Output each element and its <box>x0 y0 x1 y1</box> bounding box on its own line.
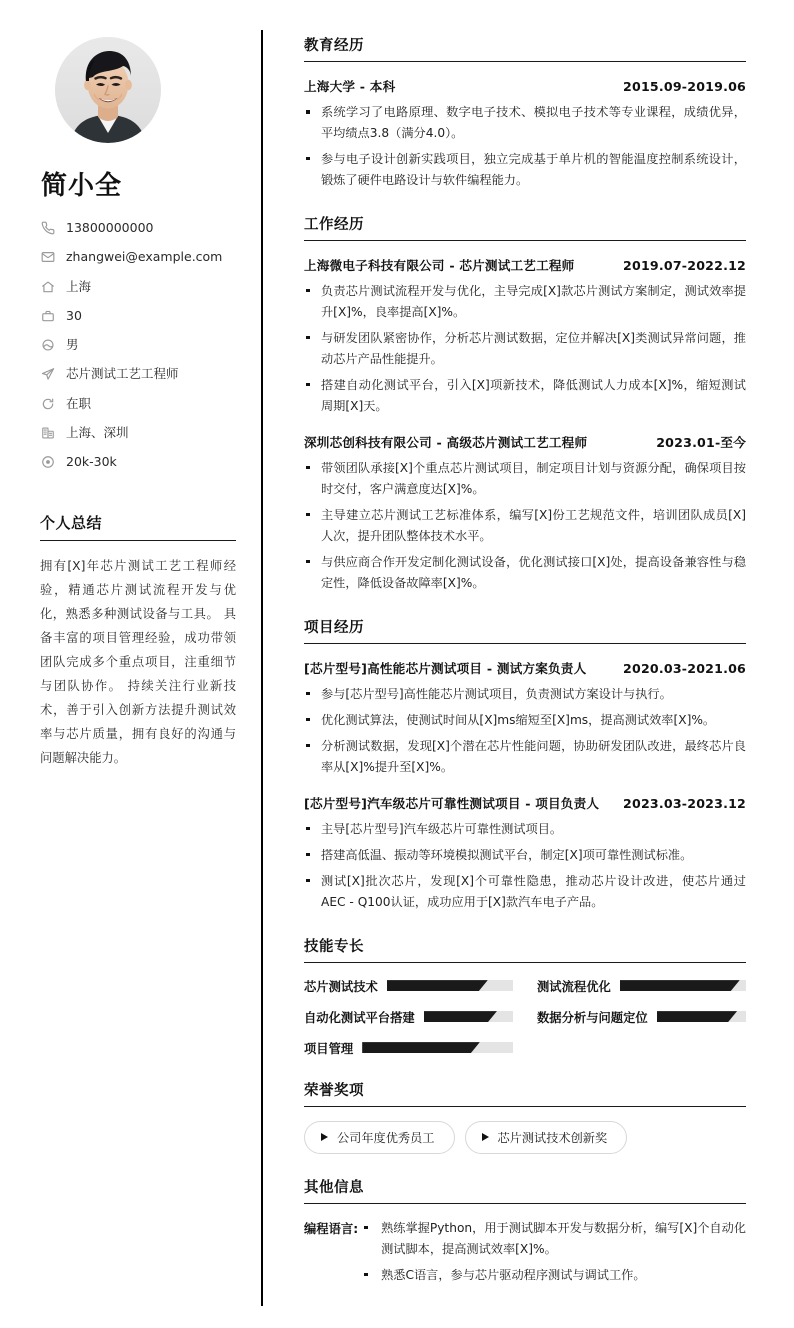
section-education <box>304 34 746 191</box>
skill-label: 数据分析与问题定位 <box>537 1010 648 1025</box>
entry-header <box>304 793 746 812</box>
bullet-item: 熟练掌握Python，用于测试脚本开发与数据分析，编写[X]个自动化测试脚本，提高测试效率[X]%。 <box>362 1218 746 1260</box>
other-body <box>362 1218 746 1286</box>
bullet-item: 分析测试数据，发现[X]个潜在芯片性能问题，协助研发团队改进，最终芯片良率从[X]%提升至[X]%。 <box>304 736 746 778</box>
contact-email <box>40 249 236 265</box>
play-triangle-icon <box>321 1133 328 1141</box>
gender-icon <box>40 338 55 353</box>
skill-item <box>304 977 513 995</box>
section-work <box>304 213 746 594</box>
award-label: 公司年度优秀员工 <box>337 1130 435 1145</box>
contact-value: 在职 <box>66 395 92 411</box>
contact-age <box>40 308 236 324</box>
contact-list <box>40 220 236 470</box>
skill-label: 项目管理 <box>304 1041 354 1056</box>
vertical-divider <box>261 30 263 1306</box>
contact-value: 男 <box>66 337 79 352</box>
contact-gender <box>40 337 236 353</box>
contact-phone <box>40 220 236 236</box>
entry-title: [芯片型号]高性能芯片测试项目 - 测试方案负责人 <box>304 660 587 676</box>
bullet-item: 搭建自动化测试平台，引入[X]项新技术，降低测试人力成本[X]%，缩短测试周期[X]天。 <box>304 375 746 417</box>
contact-preferred-cities <box>40 425 236 441</box>
entry-header <box>304 76 746 95</box>
bullet-item: 测试[X]批次芯片，发现[X]个可靠性隐患，推动芯片设计改进，使芯片通过AEC - Q100认证，成功应用于[X]款汽车电子产品。 <box>304 871 746 913</box>
bullet-item: 参与电子设计创新实践项目，独立完成基于单片机的智能温度控制系统设计，锻炼了硬件电路设计与软件编程能力。 <box>304 149 746 191</box>
person-name: 简小全 <box>41 171 123 201</box>
award-tag[interactable] <box>304 1121 455 1154</box>
skill-label: 芯片测试技术 <box>304 979 378 994</box>
section-projects <box>304 616 746 913</box>
award-tag[interactable] <box>465 1121 628 1154</box>
bullet-item: 参与[芯片型号]高性能芯片测试项目，负责测试方案设计与执行。 <box>304 684 746 705</box>
entry-bullets <box>304 684 746 778</box>
refresh-icon <box>40 396 55 411</box>
entry-bullets <box>304 102 746 191</box>
entry-header <box>304 432 746 451</box>
education-heading: 教育经历 <box>304 34 746 62</box>
briefcase-icon <box>40 308 55 323</box>
skill-progress-track <box>620 980 746 991</box>
skill-item <box>304 1039 513 1057</box>
project-entry <box>304 793 746 913</box>
skill-item <box>537 977 746 995</box>
section-skills <box>304 935 746 1057</box>
project-entry <box>304 658 746 778</box>
other-heading: 其他信息 <box>304 1176 746 1204</box>
skill-item <box>304 1008 513 1026</box>
section-awards <box>304 1079 746 1154</box>
bullet-item: 优化测试算法，使测试时间从[X]ms缩短至[X]ms，提高测试效率[X]%。 <box>304 710 746 731</box>
entry-title: 上海大学 - 本科 <box>304 79 396 94</box>
awards-tag-list <box>304 1121 746 1154</box>
play-triangle-icon <box>482 1133 489 1141</box>
envelope-icon <box>40 250 55 265</box>
home-icon <box>40 279 55 294</box>
summary-heading: 个人总结 <box>40 512 236 541</box>
skills-grid <box>304 977 746 1057</box>
avatar <box>55 37 161 143</box>
bullet-item: 负责芯片测试流程开发与优化，主导完成[X]款芯片测试方案制定，测试效率提升[X]%，良率提高[X]%。 <box>304 281 746 323</box>
entry-date: 2019.07-2022.12 <box>623 257 746 273</box>
contact-job-status <box>40 396 236 412</box>
skill-progress-fill <box>424 1011 497 1022</box>
entry-date: 2023.03-2023.12 <box>623 795 746 811</box>
building-icon <box>40 425 55 440</box>
work-entry <box>304 432 746 594</box>
skill-item <box>537 1008 746 1026</box>
work-entry <box>304 255 746 417</box>
bullet-item: 熟悉C语言，参与芯片驱动程序测试与调试工作。 <box>362 1265 746 1286</box>
section-summary <box>40 512 236 771</box>
projects-heading: 项目经历 <box>304 616 746 644</box>
entry-date: 2020.03-2021.06 <box>623 660 746 676</box>
entry-date: 2015.09-2019.06 <box>623 79 746 94</box>
entry-bullets <box>304 819 746 913</box>
contact-location <box>40 279 236 295</box>
bullet-item: 系统学习了电路原理、数字电子技术、模拟电子技术等专业课程，成绩优异，平均绩点3.8（满分4.0）。 <box>304 102 746 144</box>
contact-value: 30 <box>66 307 82 323</box>
work-heading: 工作经历 <box>304 213 746 241</box>
skill-label: 自动化测试平台搭建 <box>304 1010 415 1025</box>
entry-title: 上海微电子科技有限公司 - 芯片测试工艺工程师 <box>304 257 575 273</box>
section-other-info <box>304 1176 746 1286</box>
contact-value: 13800000000 <box>66 220 154 235</box>
education-entry <box>304 76 746 191</box>
entry-header <box>304 255 746 274</box>
skill-progress-track <box>387 980 513 991</box>
paper-plane-icon <box>40 367 55 382</box>
phone-icon <box>40 221 55 236</box>
entry-date: 2023.01-至今 <box>656 434 746 450</box>
entry-bullets <box>304 281 746 417</box>
award-label: 芯片测试技术创新奖 <box>497 1130 608 1145</box>
skill-progress-track <box>424 1011 513 1022</box>
entry-title: [芯片型号]汽车级芯片可靠性测试项目 - 项目负责人 <box>304 795 600 811</box>
contact-value: 上海、深圳 <box>66 424 129 440</box>
other-row <box>304 1218 746 1286</box>
main-column <box>262 0 794 1328</box>
skill-progress-fill <box>657 1011 737 1022</box>
skill-label: 测试流程优化 <box>537 979 611 994</box>
bullet-item: 主导建立芯片测试工艺标准体系，编写[X]份工艺规范文件，培训团队成员[X]人次，提升团队整体技术水平。 <box>304 505 746 547</box>
skill-progress-fill <box>620 980 740 991</box>
entry-bullets <box>304 458 746 594</box>
bullet-item: 与供应商合作开发定制化测试设备，优化测试接口[X]处，提高设备兼容性与稳定性，降低设备故障率[X]%。 <box>304 552 746 594</box>
entry-title: 深圳芯创科技有限公司 - 高级芯片测试工艺工程师 <box>304 434 588 450</box>
summary-text: 拥有[X]年芯片测试工艺工程师经验，精通芯片测试流程开发与优化，熟悉多种测试设备与工具。 具备丰富的项目管理经验，成功带领团队完成多个重点项目，注重细节与团队协作。 持续关注行业新技术，善于引入创新方法提升测试效率与芯片质量，拥有良好的沟通与问题解决能力。 <box>40 559 236 765</box>
contact-value: 20k-30k <box>66 454 117 469</box>
awards-heading: 荣誉奖项 <box>304 1079 746 1107</box>
other-bullets <box>362 1218 746 1286</box>
contact-salary <box>40 454 236 470</box>
skill-progress-track <box>657 1011 746 1022</box>
bullet-item: 与研发团队紧密协作，分析芯片测试数据，定位并解决[X]类测试异常问题，推动芯片产品性能提升。 <box>304 328 746 370</box>
bullet-item: 搭建高低温、振动等环境模拟测试平台，制定[X]项可靠性测试标准。 <box>304 845 746 866</box>
contact-value: 上海 <box>66 278 92 294</box>
bullet-item: 带领团队承接[X]个重点芯片测试项目，制定项目计划与资源分配，确保项目按时交付，客户满意度达[X]%。 <box>304 458 746 500</box>
other-label: 编程语言: <box>304 1221 359 1236</box>
contact-job-title <box>40 366 236 382</box>
entry-header <box>304 658 746 677</box>
contact-value: zhangwei@example.com <box>66 249 223 265</box>
contact-value: 芯片测试工艺工程师 <box>66 366 179 382</box>
skill-progress-track <box>362 1042 513 1053</box>
skill-progress-fill <box>387 980 488 991</box>
portrait-photo-icon <box>55 37 161 143</box>
target-icon <box>40 455 55 470</box>
sidebar <box>0 0 262 1328</box>
skills-heading: 技能专长 <box>304 935 746 963</box>
bullet-item: 主导[芯片型号]汽车级芯片可靠性测试项目。 <box>304 819 746 840</box>
skill-progress-fill <box>362 1042 480 1053</box>
